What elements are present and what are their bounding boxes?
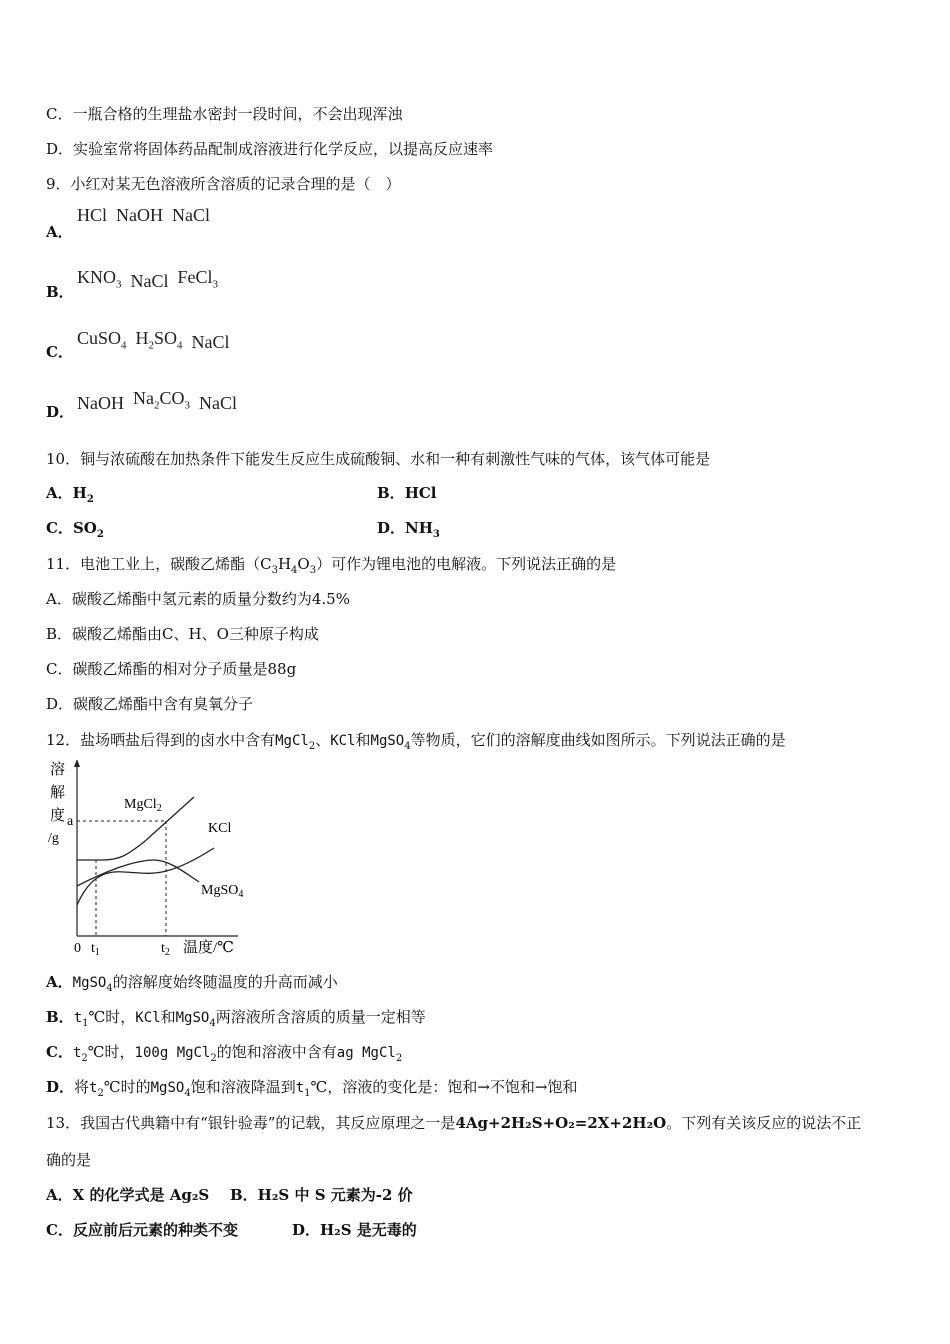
q11-option-c: C．碳酸乙烯酯的相对分子质量是88g <box>46 660 297 678</box>
t2-tick-label: $t_2$ <box>161 941 170 956</box>
t1-tick-label: $t_1$ <box>91 941 100 956</box>
q12-option-a: A．MgSO$_4$的溶解度始终随温度的升高而减小 <box>46 973 338 994</box>
q10-option-b: B．HCl <box>377 484 437 502</box>
q13-option-c: C．反应前后元素的种类不变 <box>46 1221 238 1239</box>
solubility-chart <box>44 760 249 956</box>
y-label-char-4: /g <box>48 831 59 846</box>
y-label-char-2: 解 <box>50 785 66 801</box>
q9-stem: 9．小红对某无色溶液所含溶质的记录合理的是（ ） <box>46 175 401 193</box>
q12-option-b: B．$t_1℃$时，KCl和MgSO$_4$两溶液所含溶质的质量一定相等 <box>46 1008 426 1029</box>
q10-option-a: A．$H_2$ <box>46 484 94 505</box>
origin-label: 0 <box>74 941 81 956</box>
q11-option-b: B．碳酸乙烯酯由C、H、O三种原子构成 <box>46 625 319 643</box>
q13-stem-line2: 确的是 <box>46 1151 92 1169</box>
x-axis-label: 温度/℃ <box>183 940 234 956</box>
q9-option-d-formula: NaOH $Na_2CO_3$ NaCl <box>77 388 238 413</box>
q10-stem: 10．铜与浓硫酸在加热条件下能发生反应生成硫酸铜、水和一种有刺激性气味的气体，该气体可能是 <box>46 450 711 468</box>
q9-option-d-letter: D． <box>46 403 75 421</box>
q13-stem-line1: 13．我国古代典籍中有“银针验毒”的记载，其反应原理之一是4Ag+2H₂S+O₂=2X+2H₂O。下列有关该反应的说法不正 <box>46 1114 862 1132</box>
q10-option-d: D．$NH_3$ <box>377 519 440 540</box>
q9-option-b-letter: B． <box>46 283 74 301</box>
y-axis-arrow <box>74 760 80 767</box>
q10-option-c: C．$SO_2$ <box>46 519 104 540</box>
q11-option-a: A．碳酸乙烯酯中氢元素的质量分数约为4.5% <box>46 590 350 608</box>
q12-option-c: C．$t_2℃$时，100g MgCl$_2$的饱和溶液中含有ag MgCl$_2$ <box>46 1043 403 1064</box>
a-tick-label: a <box>67 814 74 829</box>
q13-option-a: A．X 的化学式是 Ag₂S <box>46 1186 210 1204</box>
q9-option-c-letter: C． <box>46 343 73 361</box>
q9-option-a-formula: HCl NaOH NaCl <box>77 205 211 225</box>
kcl-label: KCl <box>208 821 232 836</box>
q9-option-c-formula: CuSO$_4$ $H_2SO_4$ NaCl <box>77 328 230 352</box>
y-axis-label <box>48 761 65 846</box>
q13-option-d: D．H₂S 是无毒的 <box>292 1221 417 1239</box>
y-label-char-3: 度 <box>50 808 66 824</box>
mgcl2-label: MgCl$_2$ <box>124 797 162 814</box>
q8-option-c: C．一瓶合格的生理盐水密封一段时间，不会出现浑浊 <box>46 105 403 123</box>
q9-option-a-letter: A． <box>46 223 73 241</box>
q11-stem: 11．电池工业上，碳酸乙烯酯$(C_3H_4O_3)$可作为锂电池的电解液。下列说法正确的是 <box>46 555 617 576</box>
mgso4-label: MgSO$_4$ <box>201 883 244 900</box>
q9-option-b-formula: $KNO_3$ NaCl FeCl$_3$ <box>77 267 219 291</box>
q12-option-d: D．将$t_2℃$时的MgSO$_4$饱和溶液降温到$t_1℃$，溶液的变化是：饱和→不饱和→饱和 <box>46 1078 578 1099</box>
q11-option-d: D．碳酸乙烯酯中含有臭氧分子 <box>46 695 254 713</box>
q8-option-d: D．实验室常将固体药品配制成溶液进行化学反应，以提高反应速率 <box>46 140 494 158</box>
y-label-char-1: 溶 <box>50 762 66 778</box>
q12-stem: 12．盐场晒盐后得到的卤水中含有MgCl$_2$、KCl和MgSO$_4$等物质，它们的溶解度曲线如图所示。下列说法正确的是 <box>46 731 786 752</box>
q13-option-b: B．H₂S 中 S 元素为-2 价 <box>230 1186 413 1204</box>
